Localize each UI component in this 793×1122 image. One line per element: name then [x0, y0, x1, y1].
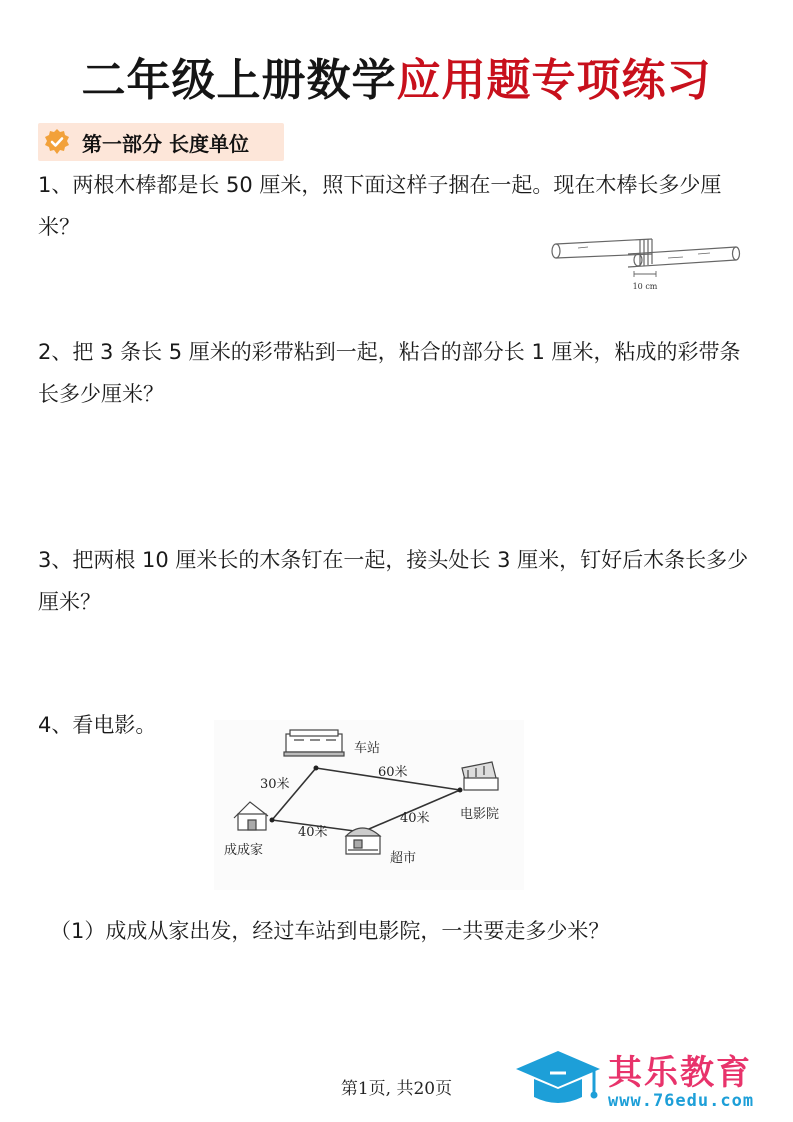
section-header	[38, 123, 284, 161]
page-title	[0, 44, 793, 108]
brand-name: 其乐教育	[608, 1053, 752, 1093]
home-icon	[234, 802, 268, 830]
question-4-sub-1: （1）成成从家出发，经过车站到电影院，一共要走多少米？	[50, 919, 610, 943]
verified-badge-icon	[42, 127, 72, 157]
home-label: 成成家	[224, 843, 264, 858]
distance-market-cinema: 40米	[400, 811, 430, 826]
market-label: 超市	[390, 851, 417, 866]
question-3: 3、把两根 10 厘米长的木条钉在一起，接头处长 3 厘米，钉好后木条长多少厘米？	[38, 548, 749, 614]
graduation-cap-icon	[510, 1043, 606, 1115]
bundled-sticks-figure	[548, 230, 744, 294]
stick-overlap-label: 10 cm	[632, 282, 658, 291]
station-icon	[284, 730, 344, 756]
title-part-2: 应用题专项练习	[396, 55, 712, 106]
brand-url: www.76edu.com	[608, 1091, 755, 1111]
distance-home-market: 40米	[298, 825, 328, 840]
section-title: 第一部分 长度单位	[82, 131, 249, 156]
question-2: 2、把 3 条长 5 厘米的彩带粘到一起，粘合的部分长 1 厘米，粘成的彩带条长多少厘米？	[38, 340, 741, 406]
question-4: 4、看电影。	[38, 713, 157, 737]
route-map-figure	[214, 720, 524, 890]
station-label: 车站	[354, 741, 381, 756]
distance-home-station: 30米	[260, 777, 290, 792]
cinema-label: 电影院	[460, 807, 500, 822]
brand-logo	[510, 1043, 788, 1115]
title-part-1: 二年级上册数学	[81, 55, 397, 106]
distance-station-cinema: 60米	[378, 765, 408, 780]
cinema-icon	[462, 762, 498, 790]
page-footer: 第1页, 共20页	[340, 1079, 453, 1099]
market-icon	[346, 828, 380, 854]
question-1: 1、两根木棒都是长 50 厘米，照下面这样子捆在一起。现在木棒长多少厘 米？	[38, 173, 722, 239]
